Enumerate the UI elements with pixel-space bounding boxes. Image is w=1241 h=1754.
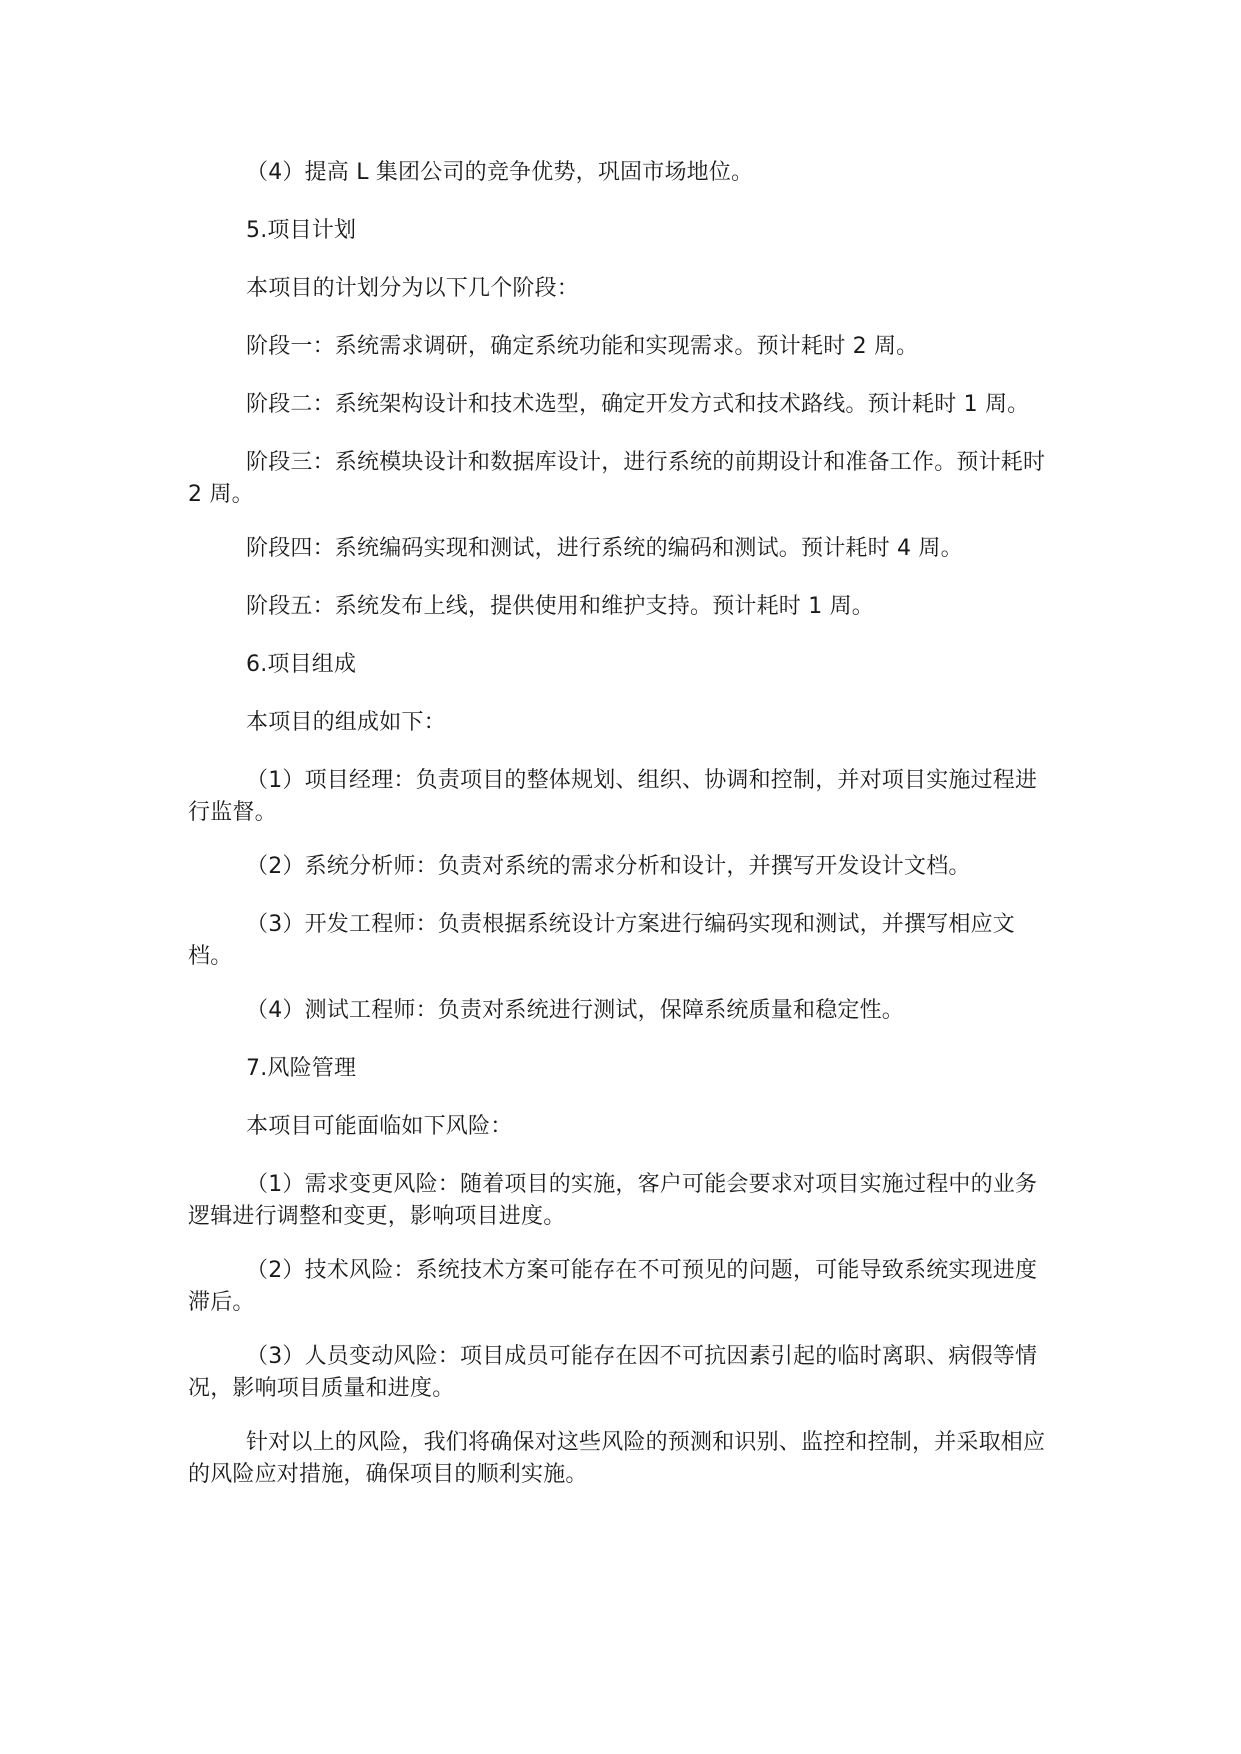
- team-member-tester: （4）测试工程师：负责对系统进行测试，保障系统质量和稳定性。: [246, 998, 904, 1023]
- team-member-developer: （3）开发工程师：负责根据系统设计方案进行编码实现和测试，并撰写相应文档。: [188, 912, 1015, 969]
- plan-stage-3: 阶段三：系统模块设计和数据库设计，进行系统的前期设计和准备工作。预计耗时 2 周。: [188, 450, 1053, 507]
- section-heading-project-team: 6.项目组成: [246, 652, 357, 677]
- risk-management-intro: 本项目可能面临如下风险：: [246, 1114, 513, 1139]
- section-heading-risk-management: 7.风险管理: [246, 1056, 357, 1081]
- risk-requirement-change: （1）需求变更风险：随着项目的实施，客户可能会要求对项目实施过程中的业务逻辑进行调整和变更，影响项目进度。: [188, 1172, 1038, 1229]
- plan-stage-2: 阶段二：系统架构设计和技术选型，确定开发方式和技术路线。预计耗时 1 周。: [246, 392, 1030, 417]
- team-member-project-manager: （1）项目经理：负责项目的整体规划、组织、协调和控制，并对项目实施过程进行监督。: [188, 768, 1038, 825]
- project-plan-intro: 本项目的计划分为以下几个阶段：: [246, 276, 580, 301]
- plan-stage-1: 阶段一：系统需求调研，确定系统功能和实现需求。预计耗时 2 周。: [246, 334, 919, 359]
- section-heading-project-plan: 5.项目计划: [246, 218, 357, 243]
- team-member-system-analyst: （2）系统分析师：负责对系统的需求分析和设计，并撰写开发设计文档。: [246, 854, 971, 879]
- risk-conclusion: 针对以上的风险，我们将确保对这些风险的预测和识别、监控和控制，并采取相应的风险应对措施，确保项目的顺利实施。: [188, 1430, 1046, 1487]
- risk-technical: （2）技术风险：系统技术方案可能存在不可预见的问题，可能导致系统实现进度滞后。: [188, 1258, 1038, 1315]
- project-team-intro: 本项目的组成如下：: [246, 710, 446, 735]
- risk-personnel-change: （3）人员变动风险：项目成员可能存在因不可抗因素引起的临时离职、病假等情况，影响项目质量和进度。: [188, 1344, 1038, 1401]
- plan-stage-4: 阶段四：系统编码实现和测试，进行系统的编码和测试。预计耗时 4 周。: [246, 536, 963, 561]
- objective-item-4: （4）提高 L 集团公司的竞争优势，巩固市场地位。: [246, 160, 754, 185]
- plan-stage-5: 阶段五：系统发布上线，提供使用和维护支持。预计耗时 1 周。: [246, 594, 874, 619]
